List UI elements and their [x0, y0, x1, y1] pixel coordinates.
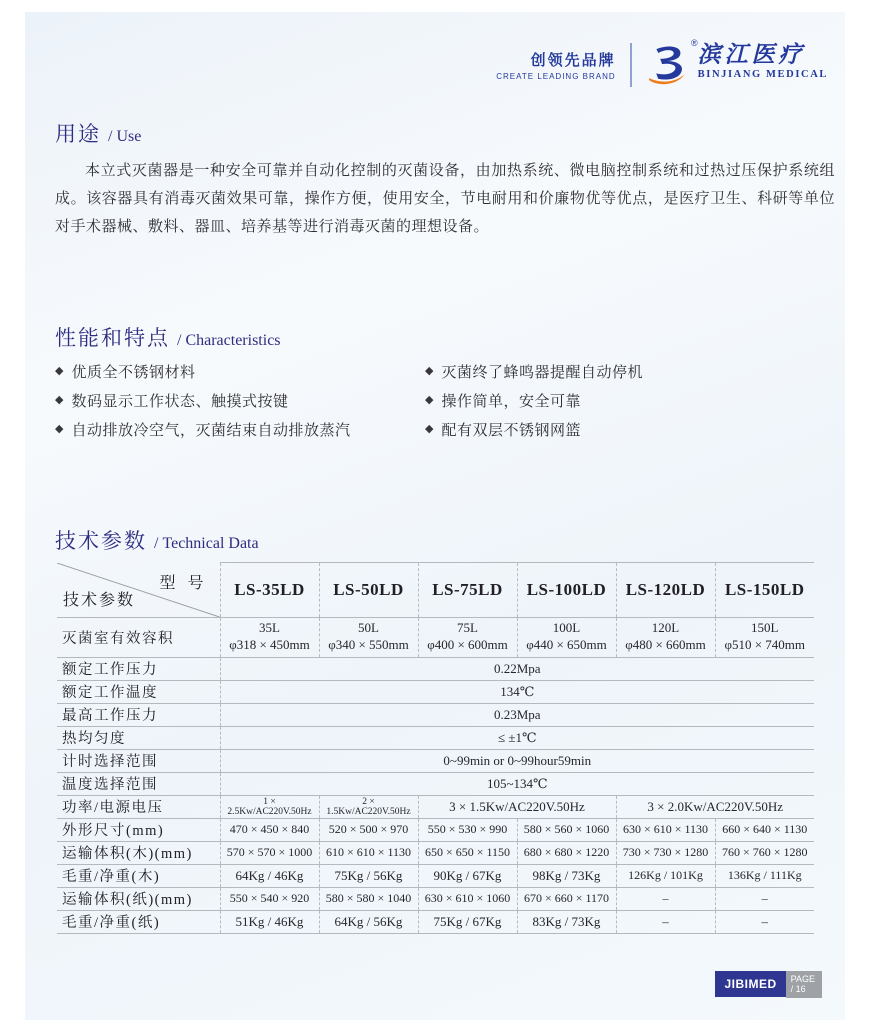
volume-size: φ440 × 650mm — [526, 637, 607, 652]
table-cell: 64Kg / 46Kg — [220, 864, 319, 887]
table-cell: 610 × 610 × 1130 — [319, 841, 418, 864]
table-cell: 136Kg / 111Kg — [715, 864, 814, 887]
volume-liters: 75L — [457, 620, 478, 636]
table-cell: 570 × 570 × 1000 — [220, 841, 319, 864]
table-cell — [715, 617, 814, 657]
table-cell: – — [616, 910, 715, 933]
table-cell: 660 × 640 × 1130 — [715, 818, 814, 841]
diamond-bullet-icon: ◆ — [55, 393, 64, 406]
table-row — [57, 887, 814, 910]
table-cell: 3 × 2.0Kw/AC220V.50Hz — [616, 795, 814, 818]
row-label: 最高工作压力 — [57, 703, 220, 726]
list-item — [425, 420, 795, 438]
bullet-text: 自动排放冷空气，灭菌结束自动排放蒸汽 — [71, 422, 351, 439]
volume-liters: 120L — [651, 620, 680, 636]
table-row — [57, 749, 814, 772]
technical-title-en: / Technical Data — [154, 535, 259, 552]
brand-header — [496, 38, 828, 88]
row-label: 功率/电源电压 — [57, 795, 220, 818]
row-label: 计时选择范围 — [57, 749, 220, 772]
table-cell: 0.22Mpa — [220, 657, 814, 680]
volume-liters: 100L — [552, 620, 581, 636]
model-header: LS-100LD — [517, 563, 616, 618]
table-cell: 470 × 450 × 840 — [220, 818, 319, 841]
list-item — [425, 391, 795, 409]
table-cell: 98Kg / 73Kg — [517, 864, 616, 887]
characteristics-title-en: / Characteristics — [177, 332, 281, 349]
list-item — [55, 391, 425, 409]
brand-logo — [644, 38, 828, 88]
diamond-bullet-icon: ◆ — [425, 393, 434, 406]
table-cell: 51Kg / 46Kg — [220, 910, 319, 933]
volume-size: φ480 × 660mm — [625, 637, 706, 652]
table-row — [57, 726, 814, 749]
technical-data-table — [57, 562, 814, 934]
table-cell: 630 × 610 × 1130 — [616, 818, 715, 841]
table-cell: 550 × 540 × 920 — [220, 887, 319, 910]
volume-liters: 150L — [751, 620, 779, 636]
bullet-text: 优质全不锈钢材料 — [71, 364, 196, 381]
table-row — [57, 910, 814, 933]
volume-size: φ318 × 450mm — [229, 637, 310, 652]
table-cell: 580 × 580 × 1040 — [319, 887, 418, 910]
table-row — [57, 680, 814, 703]
row-label: 热均匀度 — [57, 726, 220, 749]
table-cell: 64Kg / 56Kg — [319, 910, 418, 933]
table-row — [57, 703, 814, 726]
row-label: 运输体积(纸)(mm) — [57, 887, 220, 910]
jibimed-badge: JIBIMED — [715, 971, 785, 997]
catalog-page — [25, 12, 845, 1020]
brand-names — [698, 42, 828, 80]
table-row — [57, 818, 814, 841]
table-cell: – — [715, 910, 814, 933]
table-cell: 680 × 680 × 1220 — [517, 841, 616, 864]
table-cell: 0~99min or 0~99hour59min — [220, 749, 814, 772]
row-label: 额定工作温度 — [57, 680, 220, 703]
page-number: / 16 — [790, 984, 806, 995]
table-cell: 650 × 650 × 1150 — [418, 841, 517, 864]
row-label: 外形尺寸(mm) — [57, 818, 220, 841]
volume-size: φ510 × 740mm — [724, 637, 806, 652]
table-row — [57, 864, 814, 887]
table-cell: 2 × 1.5Kw/AC220V.50Hz — [319, 795, 418, 818]
model-header: LS-75LD — [418, 563, 517, 618]
table-cell: 83Kg / 73Kg — [517, 910, 616, 933]
diamond-bullet-icon: ◆ — [55, 422, 64, 435]
volume-liters: 35L — [259, 620, 280, 636]
binjiang-logo-icon — [644, 38, 698, 88]
list-item — [425, 362, 795, 380]
diamond-bullet-icon: ◆ — [425, 364, 434, 377]
table-cell: – — [715, 887, 814, 910]
table-cell: 75Kg / 56Kg — [319, 864, 418, 887]
table-row — [57, 795, 814, 818]
table-cell: 105~134℃ — [220, 772, 814, 795]
brand-name-cn: 滨江医疗 — [697, 42, 806, 67]
table-cell: 550 × 530 × 990 — [418, 818, 517, 841]
row-label: 温度选择范围 — [57, 772, 220, 795]
row-label: 灭菌室有效容积 — [57, 617, 220, 657]
row-label: 毛重/净重(纸) — [57, 910, 220, 933]
brand-name-en: BINJIANG MEDICAL — [697, 69, 828, 81]
bullets-right-column — [425, 362, 795, 449]
row-label: 毛重/净重(木) — [57, 864, 220, 887]
table-cell — [220, 617, 319, 657]
table-row — [57, 657, 814, 680]
row-label: 运输体积(木)(mm) — [57, 841, 220, 864]
corner-model-label: 型 号 — [159, 574, 208, 592]
model-header: LS-50LD — [319, 563, 418, 618]
slogan-en: CREATE LEADING BRAND — [496, 72, 616, 81]
table-cell: 580 × 560 × 1060 — [517, 818, 616, 841]
table-cell — [319, 617, 418, 657]
bullet-text: 灭菌终了蜂鸣器提醒自动停机 — [441, 364, 643, 381]
page-number-badge — [786, 971, 822, 998]
use-title-en: / Use — [108, 128, 142, 145]
table-cell — [616, 617, 715, 657]
volume-size: φ400 × 600mm — [427, 637, 508, 652]
technical-title-cn: 技术参数 — [55, 529, 147, 553]
volume-liters: 50L — [358, 620, 379, 636]
diamond-bullet-icon: ◆ — [55, 364, 64, 377]
list-item — [55, 420, 425, 438]
characteristics-title-cn: 性能和特点 — [55, 326, 170, 350]
table-cell — [418, 617, 517, 657]
table-cell: 760 × 760 × 1280 — [715, 841, 814, 864]
table-header-row — [57, 563, 814, 618]
bullets-left-column — [55, 362, 425, 449]
table-cell: 0.23Mpa — [220, 703, 814, 726]
table-cell: 520 × 500 × 970 — [319, 818, 418, 841]
brand-divider — [630, 43, 632, 87]
use-paragraph: 本立式灭菌器是一种安全可靠并自动化控制的灭菌设备，由加热系统、微电脑控制系统和过热过压保护系统组成。该容器具有消毒灭菌效果可靠，操作方便，使用安全，节电耐用和价廉物优等优点，是医疗卫生、科研等单位对手术器械、敷料、器皿、培养基等进行消毒灭菌的理想设备。 — [55, 163, 835, 235]
use-section-title — [55, 118, 141, 148]
table-cell: 730 × 730 × 1280 — [616, 841, 715, 864]
table-cell: 126Kg / 101Kg — [616, 864, 715, 887]
table-cell — [517, 617, 616, 657]
volume-size: φ340 × 550mm — [328, 637, 409, 652]
characteristics-bullets — [55, 362, 835, 449]
table-cell: 3 × 1.5Kw/AC220V.50Hz — [418, 795, 616, 818]
table-cell: – — [616, 887, 715, 910]
use-title-cn: 用途 — [55, 122, 101, 146]
table-cell: 1 × 2.5Kw/AC220V.50Hz — [220, 795, 319, 818]
registered-mark: ® — [691, 38, 698, 48]
table-row — [57, 772, 814, 795]
technical-section-title — [55, 525, 259, 555]
table-cell: 90Kg / 67Kg — [418, 864, 517, 887]
table-cell: 670 × 660 × 1170 — [517, 887, 616, 910]
brand-slogan — [496, 49, 615, 81]
bullet-text: 操作简单，安全可靠 — [441, 393, 581, 410]
table-cell: ≤ ±1℃ — [220, 726, 814, 749]
table-cell: 134℃ — [220, 680, 814, 703]
model-header: LS-150LD — [715, 563, 814, 618]
corner-params-label: 技术参数 — [63, 591, 136, 609]
model-header: LS-35LD — [220, 563, 319, 618]
characteristics-section-title — [55, 322, 281, 352]
bullet-text: 配有双层不锈钢网篮 — [441, 422, 581, 439]
list-item — [55, 362, 425, 380]
diamond-bullet-icon: ◆ — [425, 422, 434, 435]
corner-header-cell — [57, 563, 220, 618]
slogan-cn: 创领先品牌 — [530, 52, 616, 69]
model-header: LS-120LD — [616, 563, 715, 618]
bullet-text: 数码显示工作状态、触摸式按键 — [71, 393, 289, 410]
table-cell: 630 × 610 × 1060 — [418, 887, 517, 910]
table-row — [57, 841, 814, 864]
row-label: 额定工作压力 — [57, 657, 220, 680]
footer — [715, 971, 822, 998]
table-row — [57, 617, 814, 657]
page-label: PAGE — [790, 974, 815, 984]
table-cell: 75Kg / 67Kg — [418, 910, 517, 933]
